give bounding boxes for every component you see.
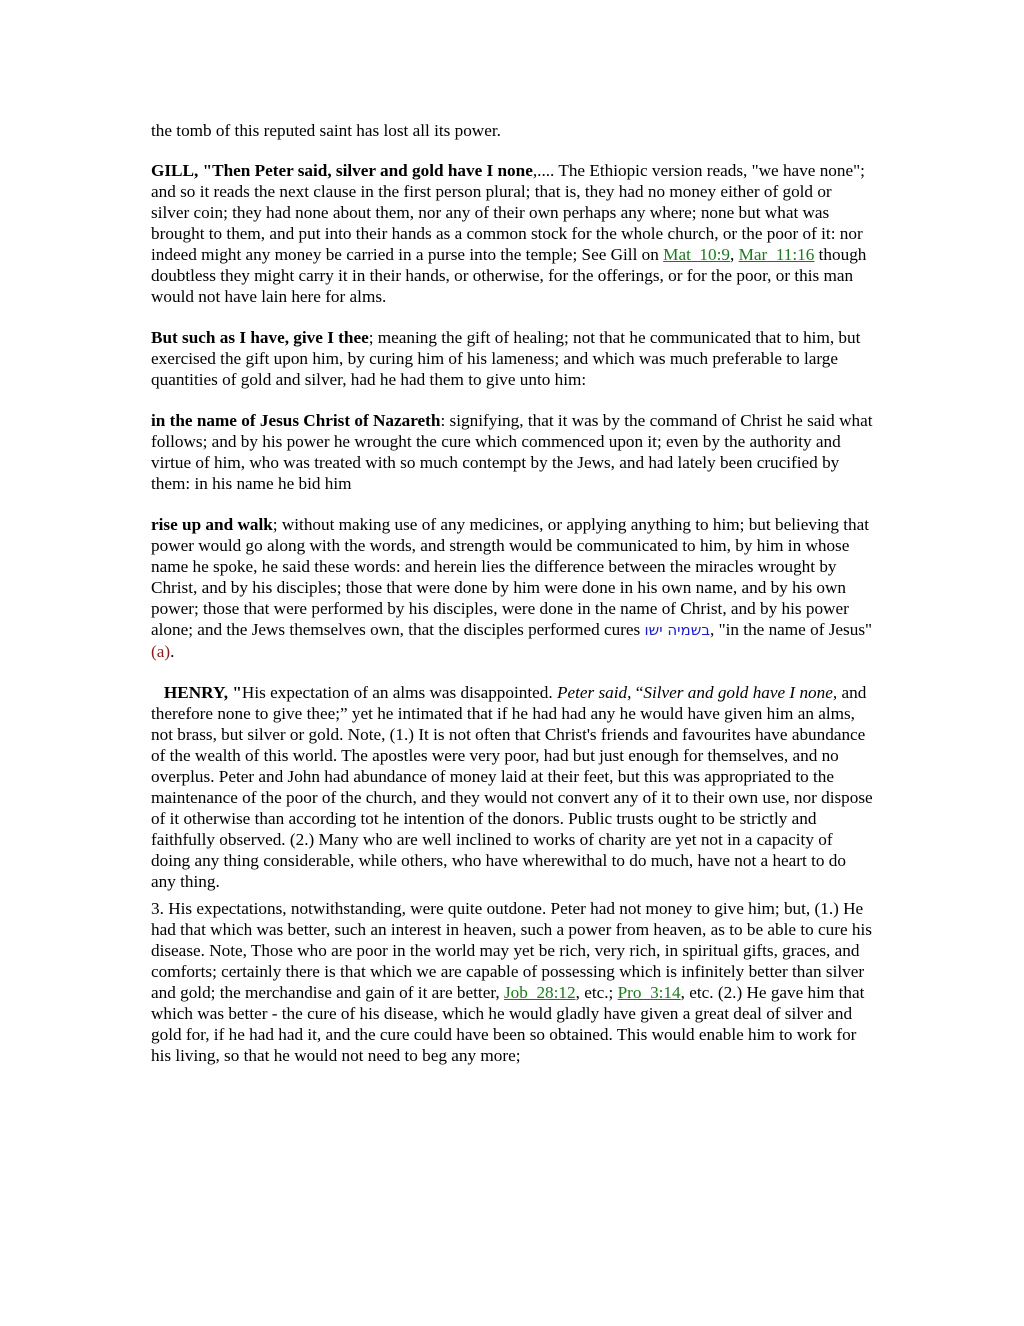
expectations-text-3: , etc. (2.) He gave him that which was better - the cure of his disease, which he would gladly have given a great deal of silver and gold for, if he had had it, and the cure could have been so obtained. This would enable him to work for his living, so that he would not need to beg any more;	[151, 983, 865, 1065]
gill-heading: GILL, "Then Peter said, silver and gold have I none	[151, 161, 533, 180]
gill-text-2: though doubtless they might carry it in their hands, or otherwise, for the offerings, or for the poor, or this man would not have lain here for alms.	[151, 245, 867, 306]
henry-text-1: His expectation of an alms was disappointed.	[241, 683, 557, 702]
scripture-link-mat[interactable]: Mat_10:9	[663, 245, 730, 264]
scripture-link-job[interactable]: Job_28:12	[503, 983, 576, 1002]
hebrew-word: בשמיה ישו	[644, 621, 711, 639]
paragraph-rise-up	[151, 514, 873, 662]
document-page	[151, 120, 873, 1066]
henry-italic-2: Silver and gold have I none,	[643, 683, 838, 702]
footnote-link[interactable]: (a)	[151, 642, 171, 661]
henry-text-2: “	[631, 683, 644, 702]
such-as-heading: But such as I have, give I thee	[151, 328, 369, 347]
paragraph-intro	[151, 120, 873, 141]
expectations-text-1: 3. His expectations, notwithstanding, were quite outdone. Peter had not money to give him; but, (1.) He had that which was better, such an interest in heaven, such a power from heaven, as to be able to cure his disease. Note, Those who are poor in the world may yet be rich, very rich, in spiritual gifts, graces, and comforts; certainly there is that which we are capable of possessing which is infinitely better than silver and gold; the merchandise and gain of it are better,	[151, 899, 872, 1002]
paragraph-name-of-jesus	[151, 410, 873, 494]
scripture-link-mar[interactable]: Mar_11:16	[738, 245, 815, 264]
expectations-text-2: , etc.;	[575, 983, 618, 1002]
gill-separator: ,	[730, 245, 739, 264]
rise-text-2: , "in the name of Jesus"	[710, 620, 873, 639]
paragraph-henry	[151, 682, 873, 892]
rise-text: ; without making use of any medicines, or applying anything to him; but believing that power would go along with the words, and strength would be communicated to him, by him in whose name he spoke, he said these words: and herein lies the difference between the miracles wrought by Christ, and by his disciples; those that were done by him were done in his own name, and by his own power; those that were performed by his disciples, were done in the name of Christ, and by his power alone; and the Jews themselves own, that the disciples performed cures	[151, 515, 869, 639]
henry-heading: HENRY, "	[163, 683, 242, 702]
name-heading: in the name of Jesus Christ of Nazareth	[151, 411, 441, 430]
paragraph-such-as	[151, 327, 873, 390]
henry-italic-1: Peter said,	[556, 683, 632, 702]
rise-heading: rise up and walk	[151, 515, 273, 534]
such-as-text: ; meaning the gift of healing; not that he communicated that to him, but exercised the gift upon him, by curing him of his lameness; and which was much preferable to large quantities of gold and silver, had he had them to give unto him:	[151, 328, 861, 389]
paragraph-gill	[151, 160, 873, 307]
henry-text-3: and therefore none to give thee;” yet he intimated that if he had had any he would have given him an alms, not brass, but silver or gold. Note, (1.) It is not often that Christ's friends and favourites have abundance of the wealth of this world. The apostles were very poor, had but just enough for themselves, and no overplus. Peter and John had abundance of money laid at their feet, but this was appropriated to the maintenance of the poor of the church, and they would not convert any of it to their own use, nor dispose of it otherwise than according tot he intention of the donors. Public trusts ought to be strictly and faithfully observed. (2.) Many who are well inclined to works of charity are yet not in a capacity of doing any thing considerable, while others, who have wherewithal to do much, have not a heart to do any thing.	[151, 683, 873, 891]
paragraph-expectations	[151, 898, 873, 1066]
intro-text: the tomb of this reputed saint has lost all its power.	[151, 121, 501, 140]
name-text: : signifying, that it was by the command of Christ he said what follows; and by his power he wrought the cure which commenced upon it; even by the authority and virtue of him, who was treated with so much contempt by the Jews, and had lately been crucified by them: in his name he bid him	[151, 411, 873, 493]
rise-end: .	[170, 642, 175, 661]
gill-text-1: ,.... The Ethiopic version reads, "we have none"; and so it reads the next clause in the first person plural; that is, they had no money either of gold or silver coin; they had none about them, nor any of their own perhaps any where; none but what was brought to them, and put into their hands as a common stock for the whole church, or the poor of it: nor indeed might any money be carried in a purse into the temple; See Gill on	[151, 161, 865, 264]
scripture-link-pro[interactable]: Pro_3:14	[617, 983, 681, 1002]
